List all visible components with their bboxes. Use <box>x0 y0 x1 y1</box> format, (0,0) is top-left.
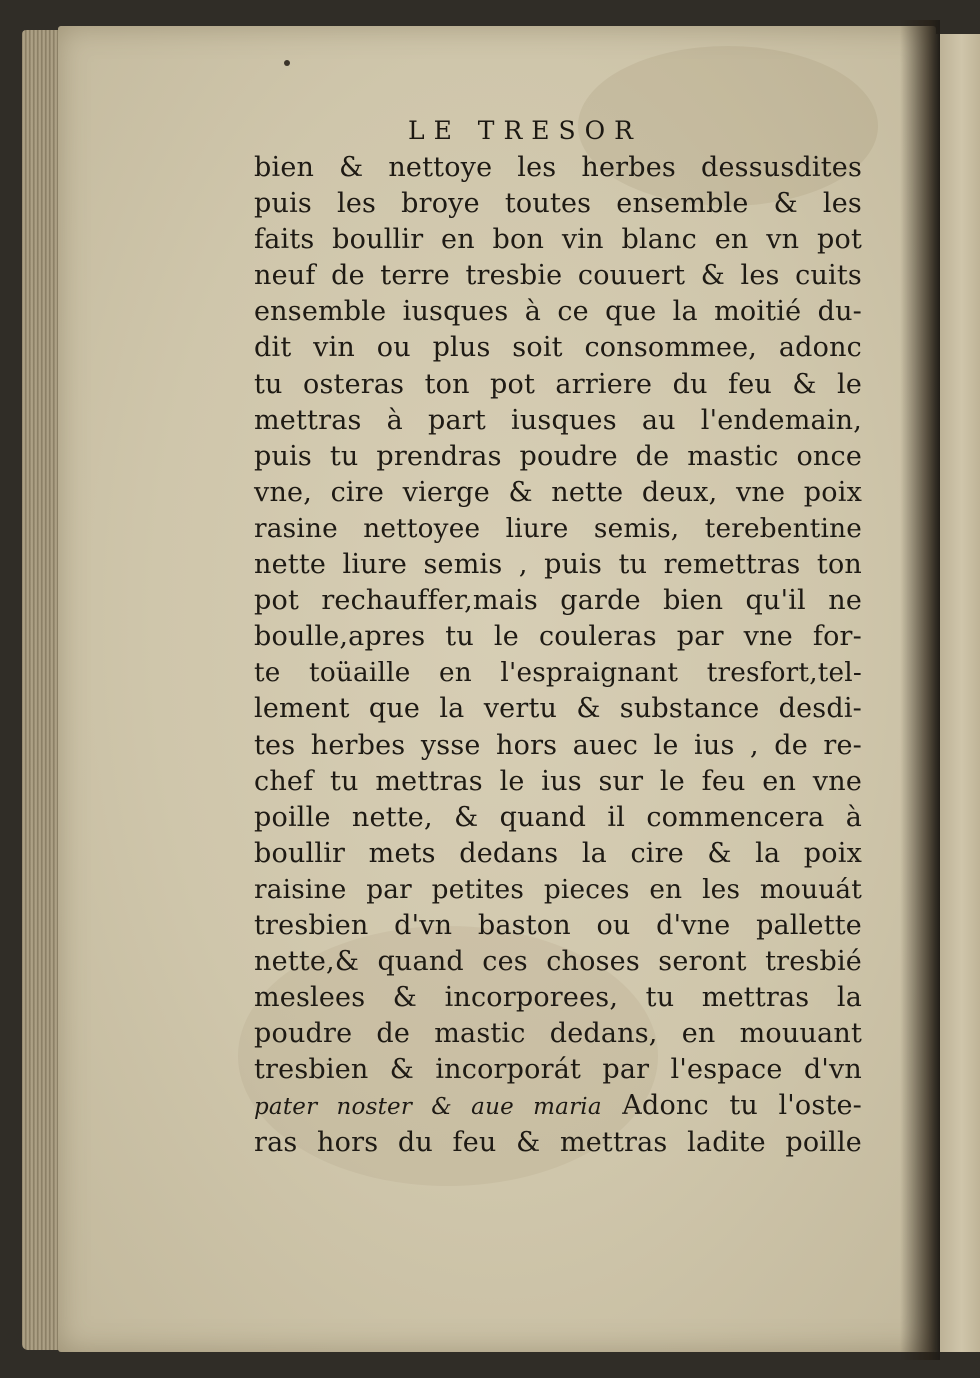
text-line: poudre de mastic dedans, en mouuant <box>254 1018 862 1050</box>
text-line: te toüaille en l'espraignant tresfort,tel- <box>254 658 862 689</box>
text-line: poille nette, & quand il commencera à <box>254 801 862 833</box>
text-line: puis tu prendras poudre de mastic once <box>254 440 862 472</box>
text-line: tresbien & incorporát par l'espace d'vn <box>254 1054 862 1086</box>
text-line: dit vin ou plus soit consommee, adonc <box>254 332 862 364</box>
text-line: tes herbes ysse hors auec le ius , de re- <box>254 729 862 761</box>
text-line: raisine par petites pieces en les mouuát <box>254 874 862 905</box>
text-line: boulle,apres tu le couleras par vne for- <box>254 621 862 653</box>
text-line: boullir mets dedans la cire & la poix <box>254 837 862 869</box>
text-line: pot rechauffer,mais garde bien qu'il ne <box>254 585 862 617</box>
text-line: tresbien d'vn baston ou d'vne pallette <box>254 909 862 941</box>
text-line-mixed <box>254 1088 862 1124</box>
text-line: ensemble iusques à ce que la moitié du- <box>254 296 862 328</box>
italic-phrase: pater noster & aue maria <box>254 1094 602 1121</box>
text-line: vne, cire vierge & nette deux, vne poix <box>254 476 862 508</box>
text-line: chef tu mettras le ius sur le feu en vne <box>254 765 862 797</box>
text-line: nette,& quand ces choses seront tresbié <box>254 946 862 978</box>
text-line: faits boullir en bon vin blanc en vn pot <box>254 224 862 256</box>
text-line: meslees & incorporees, tu mettras la <box>254 982 862 1014</box>
text-line: bien & nettoye les herbes dessusdites <box>254 152 862 183</box>
gutter-shadow <box>900 20 940 1360</box>
text-line: mettras à part iusques au l'endemain, <box>254 404 862 436</box>
facing-page-edge <box>934 34 980 1352</box>
ink-speck <box>284 60 290 66</box>
text-line: tu osteras ton pot arriere du feu & le <box>254 368 862 400</box>
text-fragment: Adonc tu l'oste- <box>622 1090 862 1122</box>
text-line: nette liure semis , puis tu remettras ton <box>254 549 862 581</box>
text-line: neuf de terre tresbie couuert & les cuits <box>254 260 862 292</box>
running-head: LE TRESOR <box>408 116 642 145</box>
text-line: puis les broye toutes ensemble & les <box>254 188 862 220</box>
text-line: lement que la vertu & substance desdi- <box>254 693 862 725</box>
text-line: ras hors du feu & mettras ladite poille <box>254 1126 862 1158</box>
text-line: rasine nettoyee liure semis, terebentine <box>254 513 862 544</box>
body-text <box>254 150 862 1161</box>
